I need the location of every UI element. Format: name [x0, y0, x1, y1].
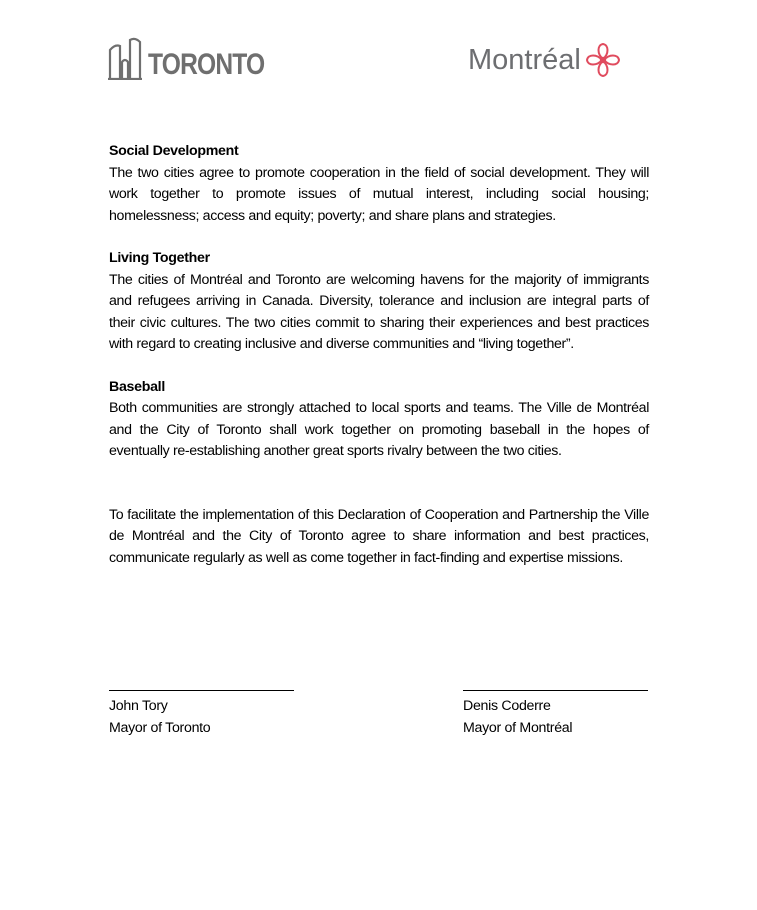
section-social-development — [109, 141, 649, 227]
section-living-together — [109, 248, 649, 356]
document-body — [109, 141, 649, 569]
section-paragraph: Both communities are strongly attached to local sports and teams. The Ville de Montréal and the City of Toronto shall work together on promoting baseball in the hopes of eventually re-establishing another great sports rivalry between the two cities. — [109, 400, 649, 459]
section-paragraph: The cities of Montréal and Toronto are welcoming havens for the majority of immigrants and refugees arriving in Canada. Diversity, tolerance and inclusion are integral parts of their civic cultures. The two cities commit to sharing their experiences and best practices with regard to creating inclusive and diverse communities and “living together”. — [109, 271, 649, 352]
signatory-title: Mayor of Montréal — [463, 719, 573, 736]
signature-block-montreal — [463, 690, 649, 739]
signatory-name: John Tory — [109, 698, 168, 714]
montreal-rosette-icon — [585, 42, 621, 78]
section-heading: Living Together — [109, 250, 210, 266]
signature-block-toronto — [109, 690, 295, 739]
section-paragraph: The two cities agree to promote cooperation in the field of social development. They will work together to promote issues of mutual interest, including social housing; homelessness; access and equity; poverty; and share plans and strategies. — [109, 164, 649, 224]
toronto-city-hall-icon — [108, 36, 142, 80]
section-baseball — [109, 377, 649, 463]
closing-paragraph: To facilitate the implementation of this Declaration of Cooperation and Partnership the Ville de Montréal and the City of Toronto agree to share information and best practices, communicate regularly as well as come together in fact-finding and expertise missions. — [109, 506, 649, 566]
toronto-wordmark: TORONTO — [148, 48, 265, 81]
signatory-name: Denis Coderre — [463, 698, 551, 714]
toronto-logo — [108, 36, 290, 80]
signatory-title: Mayor of Toronto — [109, 719, 211, 736]
montreal-logo — [468, 42, 621, 78]
section-heading: Baseball — [109, 378, 165, 395]
montreal-wordmark: Montréal — [468, 44, 581, 76]
section-heading: Social Development — [109, 143, 239, 159]
